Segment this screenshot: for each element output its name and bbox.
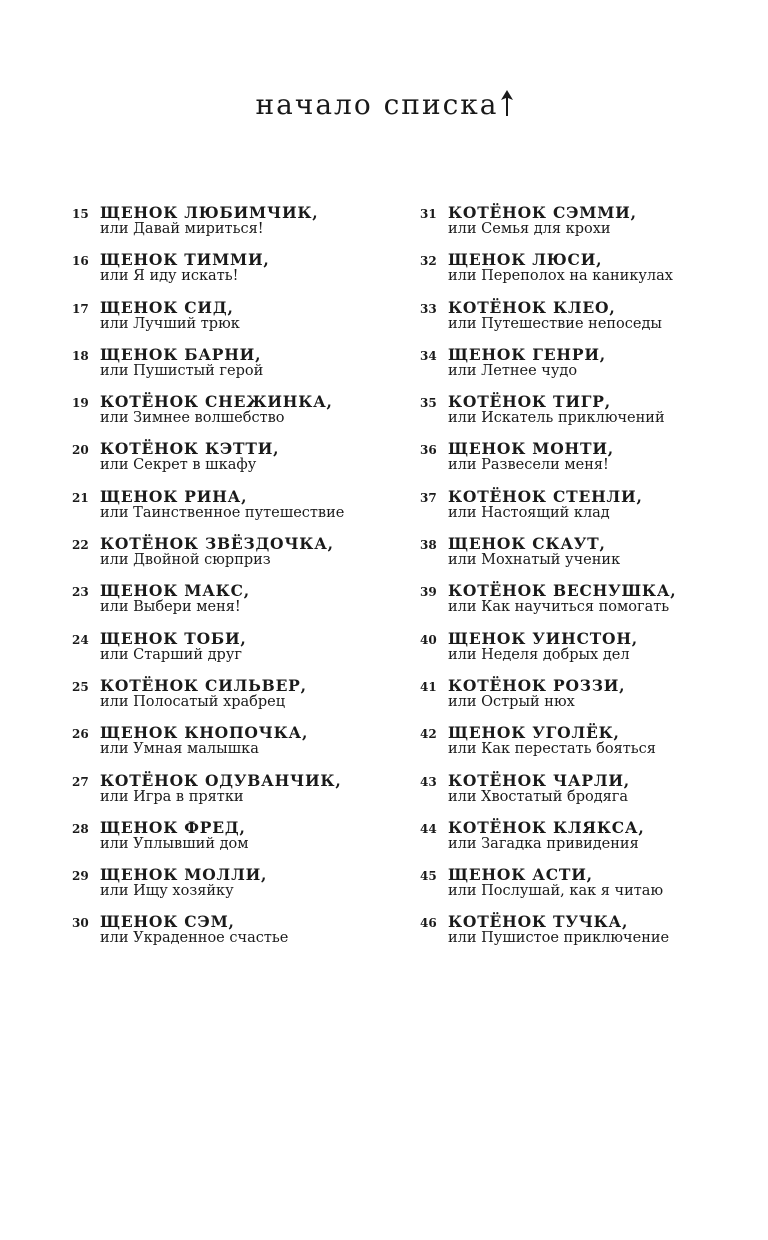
item-number: 16 <box>72 254 89 269</box>
list-item <box>72 439 412 486</box>
item-title: КОТЁНОК СНЕЖИНКА, <box>100 392 333 412</box>
item-title: КОТЁНОК ОДУВАНЧИК, <box>100 770 342 790</box>
item-title: ЩЕНОК СИД, <box>100 297 234 317</box>
item-subtitle: или Выбери меня! <box>100 599 241 616</box>
item-subtitle: или Переполох на каникулах <box>448 268 673 285</box>
item-number: 40 <box>420 632 437 647</box>
list-item <box>72 771 412 818</box>
list-item <box>420 723 760 770</box>
item-title: ЩЕНОК МАКС, <box>100 581 250 601</box>
list-item <box>72 676 412 723</box>
item-title: ЩЕНОК МОНТИ, <box>448 439 614 459</box>
list-item <box>420 818 760 865</box>
item-number: 35 <box>420 396 437 411</box>
item-title: КОТЁНОК РОЗЗИ, <box>448 675 626 695</box>
item-number: 32 <box>420 254 437 269</box>
item-number: 29 <box>72 869 89 884</box>
item-subtitle: или Лучший трюк <box>100 315 240 332</box>
list-item <box>72 534 412 581</box>
list-item <box>420 865 760 912</box>
item-subtitle: или Послушай, как я читаю <box>448 883 664 900</box>
item-title: КОТЁНОК ВЕСНУШКА, <box>448 581 677 601</box>
item-subtitle: или Секрет в шкафу <box>100 457 257 474</box>
item-title: ЩЕНОК ЛЮСИ, <box>448 250 603 270</box>
list-item <box>420 392 760 439</box>
item-number: 33 <box>420 301 437 316</box>
item-title: ЩЕНОК КНОПОЧКА, <box>100 723 309 743</box>
list-item <box>72 487 412 534</box>
item-title: КОТЁНОК ЗВЁЗДОЧКА, <box>100 534 334 554</box>
list-item <box>420 676 760 723</box>
item-subtitle: или Украденное счастье <box>100 930 289 947</box>
item-number: 19 <box>72 396 89 411</box>
item-title: КОТЁНОК КЛЕО, <box>448 297 616 317</box>
item-title: ЩЕНОК УГОЛЁК, <box>448 723 620 743</box>
item-subtitle: или Таинственное путешествие <box>100 504 345 521</box>
list-item <box>420 629 760 676</box>
item-number: 15 <box>72 207 89 221</box>
item-subtitle: или Умная малышка <box>100 741 259 758</box>
item-number: 45 <box>420 869 437 884</box>
list-item <box>72 345 412 392</box>
item-subtitle: или Хвостатый бродяга <box>448 788 629 805</box>
item-number: 37 <box>420 490 437 505</box>
item-subtitle: или Искатель приключений <box>448 410 665 427</box>
item-subtitle: или Загадка привидения <box>448 835 639 852</box>
item-subtitle: или Мохнатый ученик <box>448 552 621 569</box>
item-subtitle: или Как научиться помогать <box>448 599 670 616</box>
list-item <box>420 298 760 345</box>
item-number: 26 <box>72 727 89 742</box>
list-item <box>72 865 412 912</box>
list-item <box>420 345 760 392</box>
item-title: КОТЁНОК СИЛЬВЕР, <box>100 675 307 695</box>
item-title: ЩЕНОК ФРЕД, <box>100 817 246 837</box>
item-title: ЩЕНОК АСТИ, <box>448 865 593 885</box>
item-subtitle: или Острый нюх <box>448 693 575 710</box>
item-subtitle: или Полосатый храбрец <box>100 693 286 710</box>
item-title: КОТЁНОК СТЕНЛИ, <box>448 486 643 506</box>
item-title: ЩЕНОК ГЕНРИ, <box>448 344 606 364</box>
item-title: КОТЁНОК КЭТТИ, <box>100 439 280 459</box>
item-subtitle: или Ищу хозяйку <box>100 883 234 900</box>
item-number: 23 <box>72 585 89 600</box>
item-subtitle: или Развесели меня! <box>448 457 609 474</box>
list-item <box>420 581 760 628</box>
item-number: 34 <box>420 348 437 363</box>
item-number: 20 <box>72 443 89 458</box>
item-title: ЩЕНОК ТОБИ, <box>100 628 247 648</box>
list-item <box>72 629 412 676</box>
item-subtitle: или Зимнее волшебство <box>100 410 285 427</box>
list-item <box>72 818 412 865</box>
item-subtitle: или Давай мириться! <box>100 221 264 237</box>
item-subtitle: или Неделя добрых дел <box>448 646 630 663</box>
item-subtitle: или Пушистое приключение <box>448 930 670 947</box>
list-item <box>72 912 412 959</box>
item-number: 18 <box>72 348 89 363</box>
item-number: 31 <box>420 207 437 221</box>
page-title-text: начало списка <box>255 88 499 121</box>
list-item <box>420 912 760 959</box>
item-title: ЩЕНОК ТИММИ, <box>100 250 270 270</box>
item-number: 43 <box>420 774 437 789</box>
list-column-left <box>72 203 412 960</box>
list-item <box>420 203 760 250</box>
item-title: КОТЁНОК ЧАРЛИ, <box>448 770 630 790</box>
item-number: 24 <box>72 632 89 647</box>
item-title: КОТЁНОК СЭММИ, <box>448 203 637 222</box>
item-number: 38 <box>420 538 437 553</box>
list-item <box>72 203 412 250</box>
item-number: 42 <box>420 727 437 742</box>
item-number: 39 <box>420 585 437 600</box>
item-subtitle: или Настоящий клад <box>448 504 610 521</box>
item-number: 22 <box>72 538 89 553</box>
item-subtitle: или Я иду искать! <box>100 268 239 285</box>
item-title: ЩЕНОК БАРНИ, <box>100 344 262 364</box>
item-title: КОТЁНОК ТУЧКА, <box>448 912 629 932</box>
item-title: ЩЕНОК РИНА, <box>100 486 248 506</box>
list-item <box>420 534 760 581</box>
item-subtitle: или Летнее чудо <box>448 362 578 379</box>
item-number: 25 <box>72 679 89 694</box>
item-number: 28 <box>72 821 89 836</box>
item-number: 41 <box>420 679 437 694</box>
item-number: 21 <box>72 490 89 505</box>
item-subtitle: или Двойной сюрприз <box>100 552 271 569</box>
item-subtitle: или Старший друг <box>100 646 242 663</box>
item-title: ЩЕНОК ЛЮБИМЧИК, <box>100 203 319 222</box>
list-column-right <box>420 203 760 960</box>
item-subtitle: или Уплывший дом <box>100 835 249 852</box>
page-title <box>0 88 768 121</box>
item-title: ЩЕНОК СЭМ, <box>100 912 235 932</box>
list-item <box>72 581 412 628</box>
item-subtitle: или Пушистый герой <box>100 362 264 379</box>
item-number: 46 <box>420 916 437 931</box>
item-title: ЩЕНОК МОЛЛИ, <box>100 865 268 885</box>
item-title: КОТЁНОК КЛЯКСА, <box>448 817 645 837</box>
list-item <box>72 250 412 297</box>
item-title: ЩЕНОК УИНСТОН, <box>448 628 638 648</box>
item-title: ЩЕНОК СКАУТ, <box>448 534 606 554</box>
item-number: 44 <box>420 821 437 836</box>
item-title: КОТЁНОК ТИГР, <box>448 392 611 412</box>
item-subtitle: или Игра в прятки <box>100 788 244 805</box>
arrow-up-icon <box>501 90 513 116</box>
list-item <box>72 723 412 770</box>
item-number: 30 <box>72 916 89 931</box>
item-subtitle: или Семья для крохи <box>448 221 611 237</box>
list-item <box>72 392 412 439</box>
list-item <box>420 250 760 297</box>
list-item <box>420 771 760 818</box>
list-item <box>72 298 412 345</box>
list-item <box>420 487 760 534</box>
item-subtitle: или Путешествие непоседы <box>448 315 662 332</box>
item-number: 36 <box>420 443 437 458</box>
item-number: 27 <box>72 774 89 789</box>
item-subtitle: или Как перестать бояться <box>448 741 656 758</box>
list-item <box>420 439 760 486</box>
item-number: 17 <box>72 301 89 316</box>
